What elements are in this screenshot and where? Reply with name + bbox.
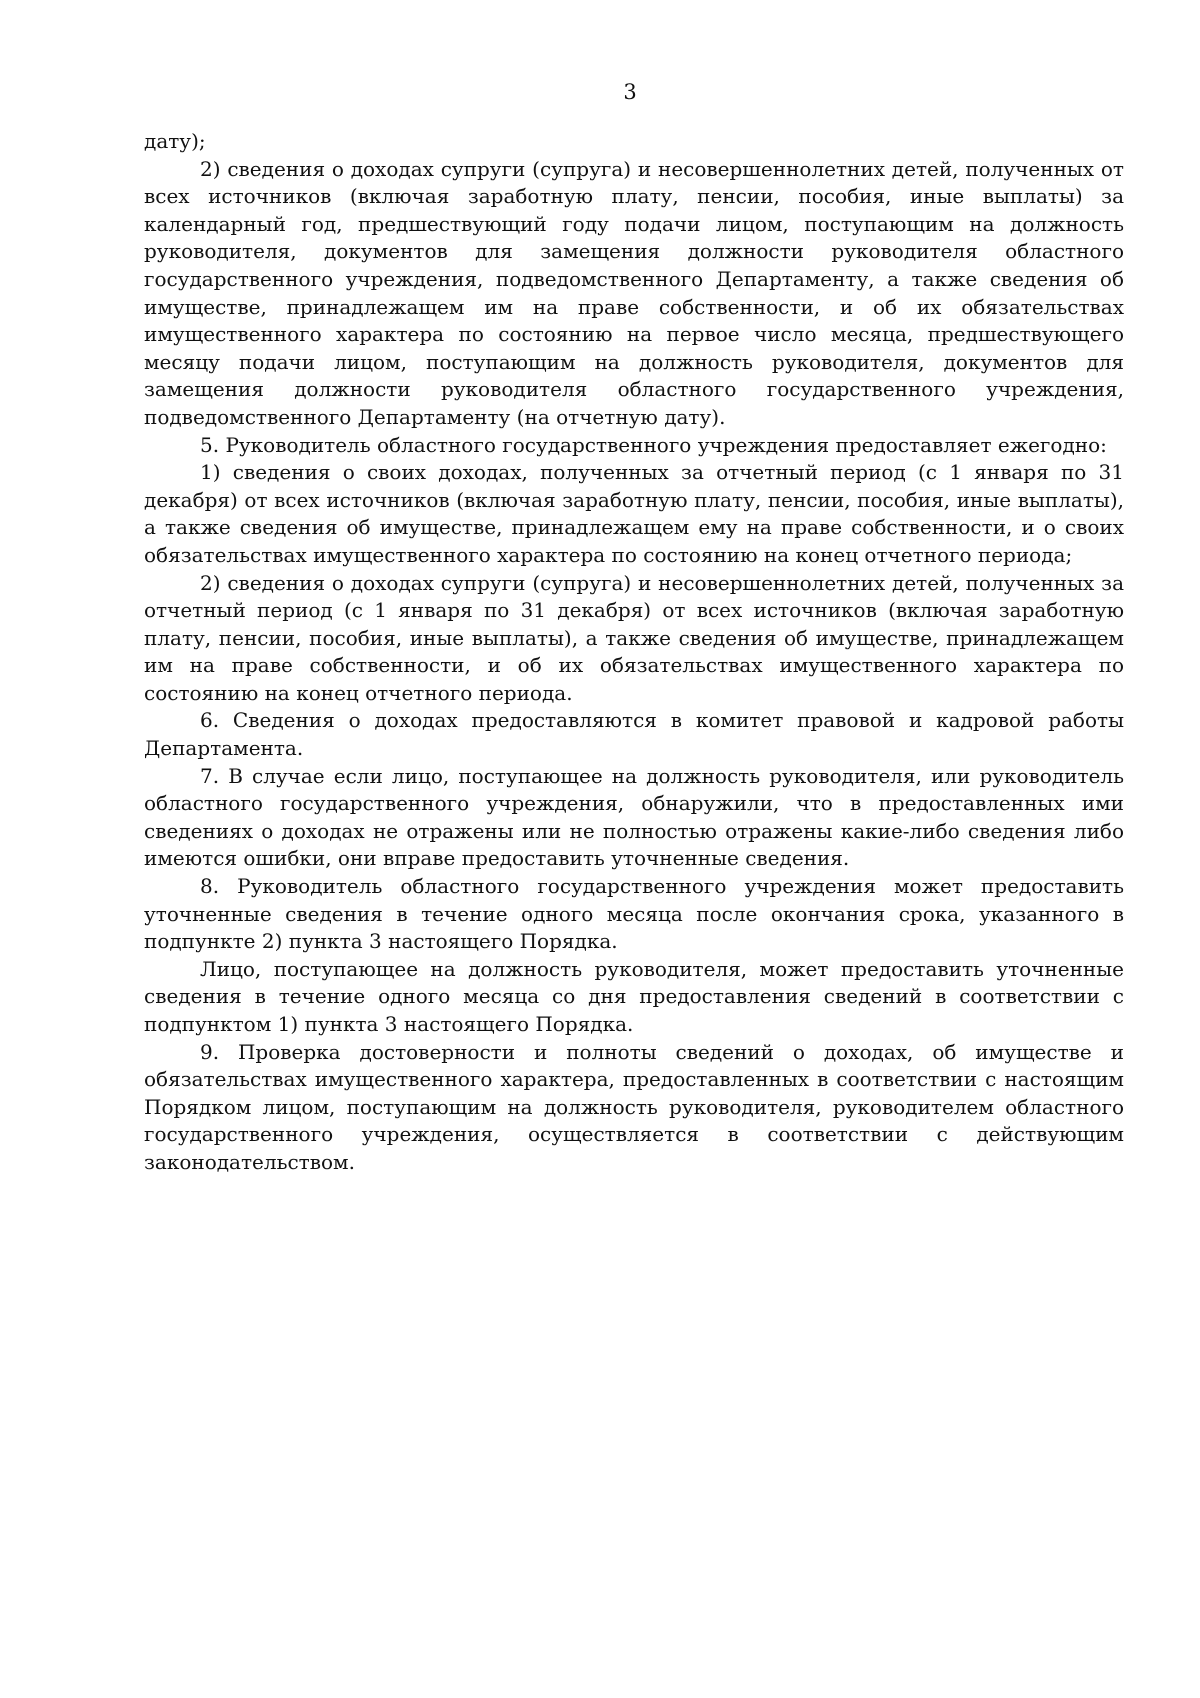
document-body xyxy=(144,128,1124,1177)
paragraph-clause-5: 5. Руководитель областного государственного учреждения предоставляет ежегодно: xyxy=(200,432,1107,457)
paragraph-clause-7: 7. В случае если лицо, поступающее на должность руководителя, или руководитель областного государственного учреждения, обнаружили, что в предоставленных ими сведениях о доходах не отражены или не полностью отражены какие-либо сведения либо имеются ошибки, они вправе предоставить уточненные сведения. xyxy=(144,763,1124,871)
paragraph-continuation: дату); xyxy=(144,129,206,153)
paragraph-clause-8: 8. Руководитель областного государственного учреждения может предоставить уточненные сведения в течение одного месяца после окончания срока, указанного в подпункте 2) пункта 3 настоящего Порядка. xyxy=(144,874,1124,954)
paragraph-item-5-1: 1) сведения о своих доходах, полученных за отчетный период (с 1 января по 31 декабря) от всех источников (включая заработную плату, пенсии, пособия, иные выплаты), а также сведения об имуществе, принадлежащем ему на праве собственности, и о своих обязательствах имущественного характера по состоянию на конец отчетного периода; xyxy=(144,460,1124,567)
paragraph-clause-9: 9. Проверка достоверности и полноты сведений о доходах, об имуществе и обязательствах имущественного характера, предоставленных в соответствии с настоящим Порядком лицом, поступающим на должность руководителя, руководителем областного государственного учреждения, осуществляется в соответствии с действующим законодательством. xyxy=(144,1039,1124,1174)
page-number: 3 xyxy=(623,80,637,104)
paragraph-clause-8-second: Лицо, поступающее на должность руководителя, может предоставить уточненные сведения в течение одного месяца со дня предоставления сведений в соответствии с подпунктом 1) пункта 3 настоящего Порядка. xyxy=(144,956,1124,1036)
paragraph-item-4-2: 2) сведения о доходах супруги (супруга) и несовершеннолетних детей, полученных от всех источников (включая заработную плату, пенсии, пособия, иные выплаты) за календарный год, предшествующий году подачи лицом, поступающим на должность руководителя, документов для замещения должности руководителя областного государственного учреждения, подведомственного Департаменту, а также сведения об имуществе, принадлежащем им на праве собственности, и об их обязательствах имущественного характера по состоянию на первое число месяца, предшествующего месяцу подачи лицом, поступающим на должность руководителя, документов для замещения должности руководителя областного государственного учреждения, подведомственного Департаменту (на отчетную дату). xyxy=(144,156,1124,429)
paragraph-clause-6: 6. Сведения о доходах предоставляются в комитет правовой и кадровой работы Департамента. xyxy=(144,708,1124,761)
paragraph-item-5-2: 2) сведения о доходах супруги (супруга) и несовершеннолетних детей, полученных за отчетный период (с 1 января по 31 декабря) от всех источников (включая заработную плату, пенсии, пособия, иные выплаты), а также сведения об имуществе, принадлежащем им на праве собственности, и об их обязательствах имущественного характера по состоянию на конец отчетного периода. xyxy=(144,570,1124,705)
